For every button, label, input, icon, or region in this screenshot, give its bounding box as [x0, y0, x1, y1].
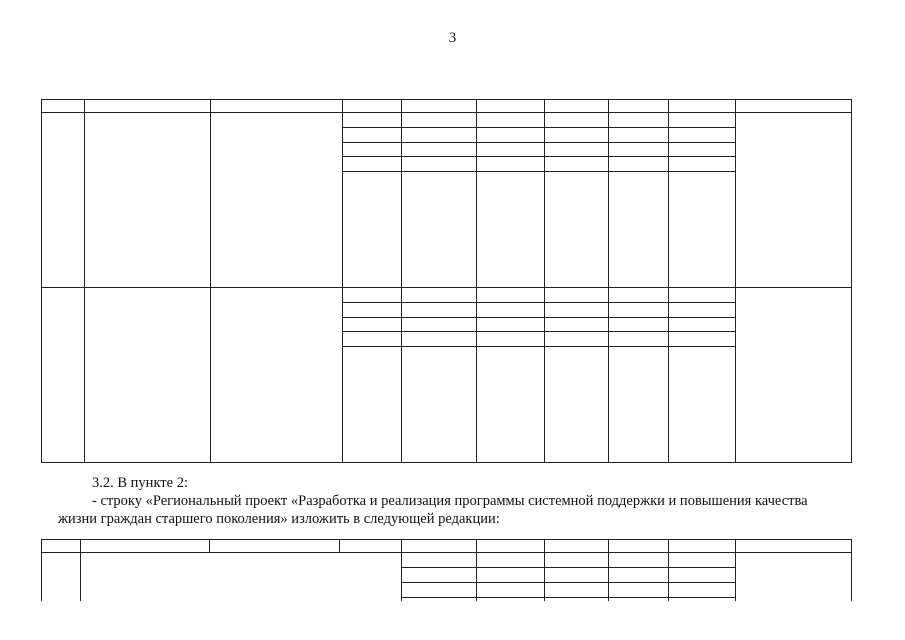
grid-line	[342, 331, 736, 332]
paragraph-subpoint: 3.2. В пункте 2:	[92, 475, 188, 491]
grid-line	[608, 99, 609, 463]
grid-line	[210, 99, 211, 463]
grid-line	[668, 539, 669, 601]
paragraph-instruction: - строку «Региональный проект «Разработка и реализация программы системной поддержки и повышения качества	[92, 493, 808, 509]
grid-line	[608, 539, 609, 601]
grid-line	[339, 539, 340, 553]
grid-line	[84, 99, 85, 463]
grid-line	[342, 99, 343, 463]
grid-line	[41, 539, 852, 540]
grid-line	[342, 302, 736, 303]
grid-line	[342, 346, 736, 347]
grid-line	[342, 142, 736, 143]
grid-line	[401, 582, 736, 583]
page-number: 3	[448, 30, 457, 46]
grid-line	[401, 597, 736, 598]
grid-line	[735, 539, 736, 601]
grid-line	[41, 539, 42, 601]
grid-line	[735, 99, 736, 463]
grid-line	[342, 171, 736, 172]
grid-line	[342, 317, 736, 318]
grid-line	[401, 539, 402, 601]
grid-line	[41, 112, 852, 113]
grid-line	[851, 539, 852, 601]
grid-line	[41, 99, 852, 100]
grid-line	[41, 287, 852, 288]
grid-line	[41, 462, 852, 463]
grid-line	[80, 539, 81, 601]
grid-line	[544, 99, 545, 463]
grid-line	[476, 539, 477, 601]
grid-line	[668, 99, 669, 463]
grid-line	[401, 99, 402, 463]
grid-line	[401, 567, 736, 568]
grid-line	[851, 99, 852, 463]
grid-line	[544, 539, 545, 601]
grid-line	[209, 539, 210, 553]
grid-line	[342, 127, 736, 128]
grid-line	[41, 552, 852, 553]
grid-line	[41, 99, 42, 463]
paragraph-instruction-continued: жизни граждан старшего поколения» изложить в следующей редакции:	[58, 511, 500, 527]
grid-line	[342, 156, 736, 157]
grid-line	[476, 99, 477, 463]
